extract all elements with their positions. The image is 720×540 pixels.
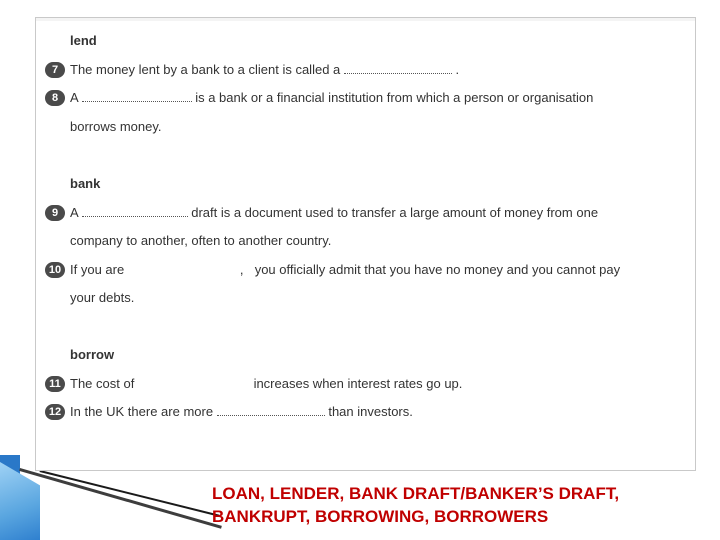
decorative-diagonal-line-thin xyxy=(40,470,220,517)
sentence-10-comma: , xyxy=(239,262,244,277)
sheet-top-strip xyxy=(36,18,695,21)
answer-blank-8[interactable] xyxy=(82,90,192,102)
sentence-8-continuation: borrows money. xyxy=(70,119,162,134)
sentence-8-part-2: is a bank or a financial institution from which a person or organisation xyxy=(195,90,594,105)
sentence-11-part-1: The cost of xyxy=(70,376,135,391)
exercise-sentence-9 xyxy=(70,205,598,220)
answer-blank-9[interactable] xyxy=(82,205,188,217)
answer-blank-12[interactable] xyxy=(217,404,325,416)
sentence-11-part-2: increases when interest rates go up. xyxy=(253,376,463,391)
section-heading-lend: lend xyxy=(70,33,97,48)
section-heading-bank: bank xyxy=(70,176,101,191)
sentence-7-end: . xyxy=(455,62,460,77)
item-number-8: 8 xyxy=(45,90,65,106)
sentence-9-continuation: company to another, often to another country. xyxy=(70,233,332,248)
item-number-11: 11 xyxy=(45,376,65,392)
item-number-7: 7 xyxy=(45,62,65,78)
sentence-10-continuation: your debts. xyxy=(70,290,135,305)
sentence-12-part-2: than investors. xyxy=(328,404,413,419)
sentence-8-part-1: A xyxy=(70,90,78,105)
sentence-10-part-1: If you are xyxy=(70,262,125,277)
exercise-sentence-10 xyxy=(70,262,620,277)
exercise-sheet xyxy=(35,17,696,471)
exercise-sentence-12 xyxy=(70,404,413,419)
exercise-sentence-11 xyxy=(70,376,462,391)
sentence-12-part-1: In the UK there are more xyxy=(70,404,214,419)
sentence-9-part-2: draft is a document used to transfer a large amount of money from one xyxy=(191,205,599,220)
item-number-9: 9 xyxy=(45,205,65,221)
section-heading-borrow: borrow xyxy=(70,347,115,362)
sentence-7-part-1: The money lent by a bank to a client is called a xyxy=(70,62,341,77)
answer-blank-7[interactable] xyxy=(344,62,452,74)
sentence-10-part-2: you officially admit that you have no money and you cannot pay xyxy=(254,262,621,277)
exercise-sentence-7 xyxy=(70,62,459,77)
exercise-sentence-8 xyxy=(70,90,593,105)
item-number-10: 10 xyxy=(45,262,65,278)
decorative-diagonal-line xyxy=(19,468,222,529)
answer-key: LOAN, LENDER, BANK DRAFT/BANKER’S DRAFT, BANKRUPT, BORROWING, BORROWERS xyxy=(212,484,620,526)
sentence-9-part-1: A xyxy=(70,205,78,220)
item-number-12: 12 xyxy=(45,404,65,420)
